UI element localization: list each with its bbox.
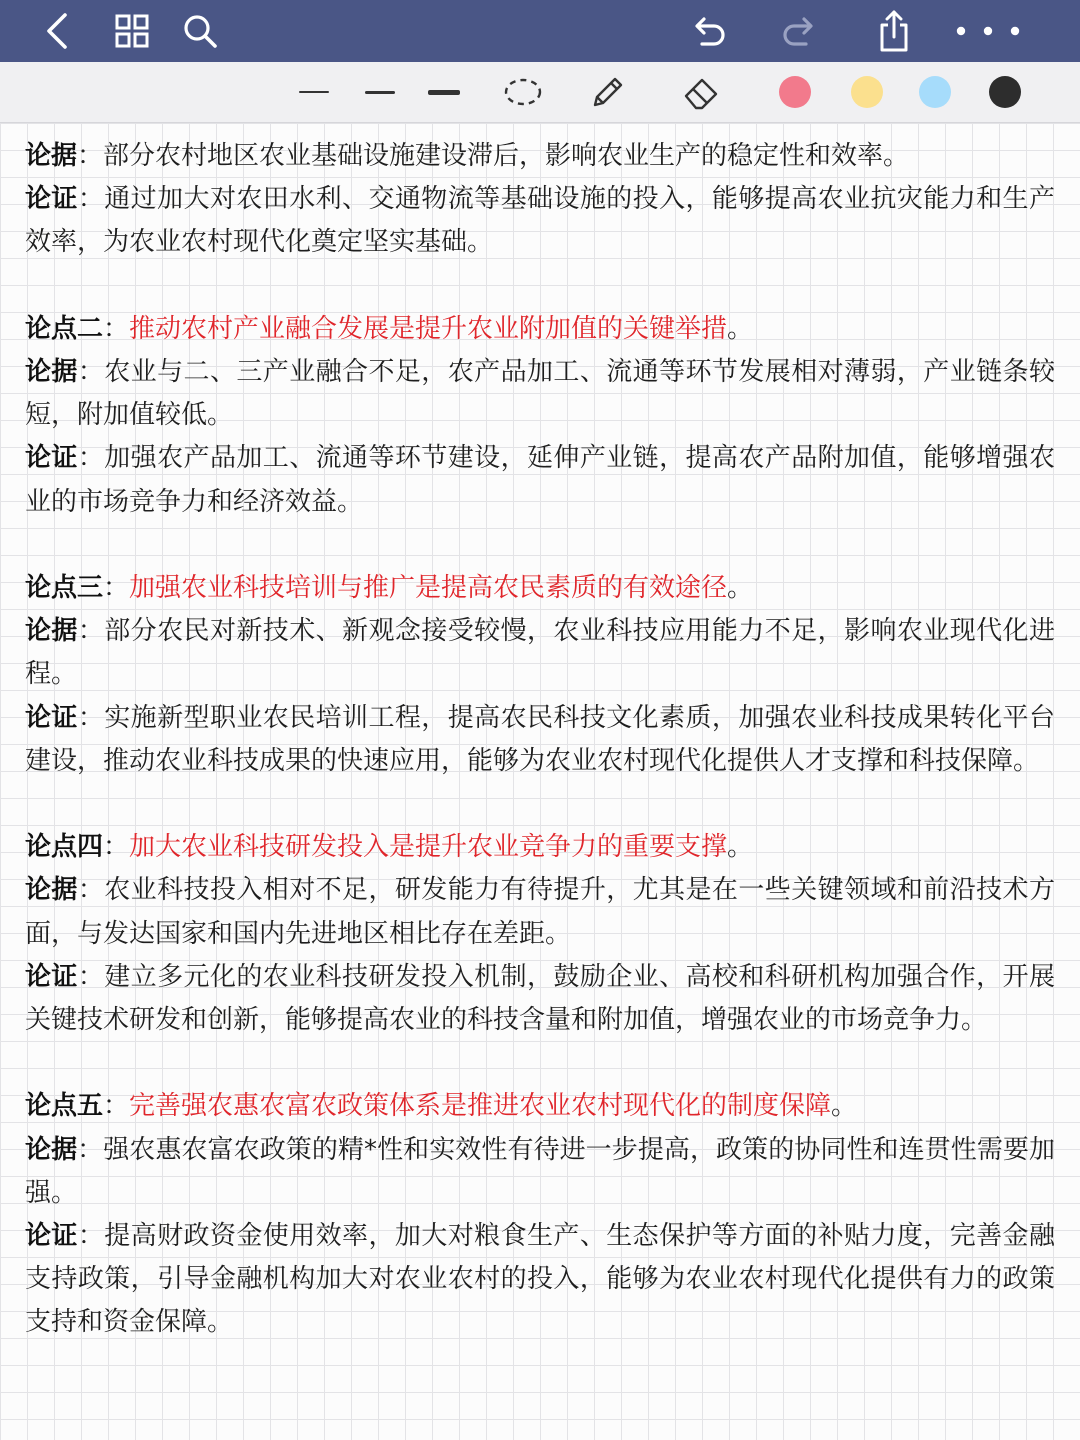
point-colon: ：: [103, 1091, 130, 1122]
share-icon[interactable]: [870, 0, 918, 62]
lasso-icon[interactable]: [500, 62, 546, 122]
argument-label: 论证: [25, 961, 78, 992]
point-label: 论点五: [25, 1091, 104, 1122]
argument-paragraph: [25, 178, 1055, 264]
point-colon: ：: [103, 313, 130, 344]
search-icon[interactable]: [178, 0, 222, 62]
argument-text: ：加强农产品加工、流通等环节建设，延伸产业链，提高农产品附加值，能够增强农业的市场竞争力和经济效益。: [25, 443, 1055, 517]
argument-paragraph: [25, 956, 1055, 1042]
point-claim-text: 推动农村产业融合发展是提升农业附加值的关键举措: [129, 313, 728, 344]
evidence-label: 论据: [25, 1134, 78, 1165]
section-point-3: [25, 567, 1055, 783]
redo-icon[interactable]: [776, 0, 824, 62]
section-point-4: [25, 826, 1055, 1042]
argument-label: 论证: [25, 184, 78, 215]
argument-paragraph: [25, 437, 1055, 523]
color-swatch-blue[interactable]: [918, 62, 952, 122]
argument-text: ：建立多元化的农业科技研发投入机制，鼓励企业、高校和科研机构加强合作，开展关键技术研发和创新，能够提高农业的科技含量和附加值，增强农业的市场竞争力。: [25, 961, 1055, 1036]
color-swatch-black[interactable]: [988, 62, 1022, 122]
argument-label: 论证: [25, 702, 78, 733]
point-label: 论点四: [25, 832, 104, 863]
evidence-text: ：农业科技投入相对不足，研发能力有待提升，尤其是在一些关键领域和前沿技术方面，与发达国家和国内先进地区相比存在差距。: [25, 875, 1055, 949]
argument-label: 论证: [25, 1221, 78, 1252]
point-end: 。: [727, 832, 754, 863]
note-page[interactable]: [0, 123, 1080, 1440]
evidence-label: 论据: [25, 357, 78, 387]
more-icon[interactable]: [948, 0, 1028, 62]
intro-section: [25, 135, 1055, 265]
section-point-5: [25, 1085, 1055, 1344]
evidence-text: ：部分农民对新技术、新观念接受较慢，农业科技应用能力不足，影响农业现代化进程。: [25, 616, 1055, 690]
evidence-label: 论据: [25, 616, 78, 647]
evidence-label: 论据: [25, 875, 78, 906]
point-label: 论点三: [25, 573, 104, 603]
evidence-text: ：农业与二、三产业融合不足，农产品加工、流通等环节发展相对薄弱，产业链条较短，附加值较低。: [25, 357, 1055, 431]
eraser-icon[interactable]: [678, 62, 724, 122]
pencil-icon[interactable]: [584, 62, 630, 122]
pen-width-thick-button[interactable]: [426, 62, 462, 122]
argument-paragraph: [25, 697, 1055, 783]
color-blue-dot: [919, 76, 951, 108]
point-end: 。: [831, 1091, 858, 1122]
point-colon: ：: [103, 832, 130, 863]
section-point-2: [25, 308, 1055, 524]
pen-width-thick-icon: [428, 90, 460, 95]
grid-icon[interactable]: [110, 0, 154, 62]
pen-width-thin-button[interactable]: [296, 62, 332, 122]
point-label: 论点二: [25, 313, 104, 344]
evidence-paragraph: [25, 1129, 1055, 1215]
chevron-left-icon[interactable]: [36, 0, 80, 62]
point-paragraph: [25, 567, 1055, 610]
point-paragraph: [25, 1085, 1055, 1128]
evidence-label: 论据: [25, 141, 78, 171]
pen-width-medium-button[interactable]: [362, 62, 398, 122]
color-yellow-dot: [851, 76, 883, 108]
color-swatch-red[interactable]: [778, 62, 812, 122]
point-colon: ：: [103, 573, 130, 603]
color-swatch-yellow[interactable]: [850, 62, 884, 122]
point-paragraph: [25, 826, 1055, 869]
point-claim-text: 加大农业科技研发投入是提升农业竞争力的重要支撑: [129, 832, 728, 863]
evidence-paragraph: [25, 351, 1055, 437]
argument-text: ：提高财政资金使用效率，加大对粮食生产、生态保护等方面的补贴力度，完善金融支持政策，引导金融机构加大对农业农村的投入，能够为农业农村现代化提供有力的政策支持和资金保障。: [25, 1221, 1055, 1338]
color-black-dot: [989, 76, 1021, 108]
undo-icon[interactable]: [684, 0, 732, 62]
point-claim-text: 加强农业科技培训与推广是提高农民素质的有效途径: [129, 573, 728, 603]
color-red-dot: [779, 76, 811, 108]
pen-width-medium-icon: [365, 91, 395, 94]
evidence-text: ：部分农村地区农业基础设施建设滞后，影响农业生产的稳定性和效率。: [77, 141, 910, 171]
point-end: 。: [727, 313, 754, 344]
evidence-paragraph: [25, 869, 1055, 955]
note-content: [25, 135, 1055, 1388]
argument-paragraph: [25, 1215, 1055, 1345]
evidence-text: ：强农惠农富农政策的精*性和实效性有待进一步提高，政策的协同性和连贯性需要加强。: [25, 1134, 1055, 1208]
evidence-paragraph: [25, 610, 1055, 696]
pen-width-thin-icon: [299, 91, 329, 93]
argument-text: ：通过加大对农田水利、交通物流等基础设施的投入，能够提高农业抗灾能力和生产效率，为农业农村现代化奠定坚实基础。: [25, 184, 1055, 258]
point-end: 。: [727, 573, 754, 603]
point-claim-text: 完善强农惠农富农政策体系是推进农业农村现代化的制度保障: [129, 1091, 832, 1122]
point-paragraph: [25, 308, 1055, 351]
argument-label: 论证: [25, 443, 78, 474]
drawing-toolbar: [0, 62, 1080, 123]
evidence-paragraph: [25, 135, 1055, 178]
top-navigation-bar: [0, 0, 1080, 62]
argument-text: ：实施新型职业农民培训工程，提高农民科技文化素质，加强农业科技成果转化平台建设，推动农业科技成果的快速应用，能够为农业农村现代化提供人才支撑和科技保障。: [25, 702, 1055, 776]
